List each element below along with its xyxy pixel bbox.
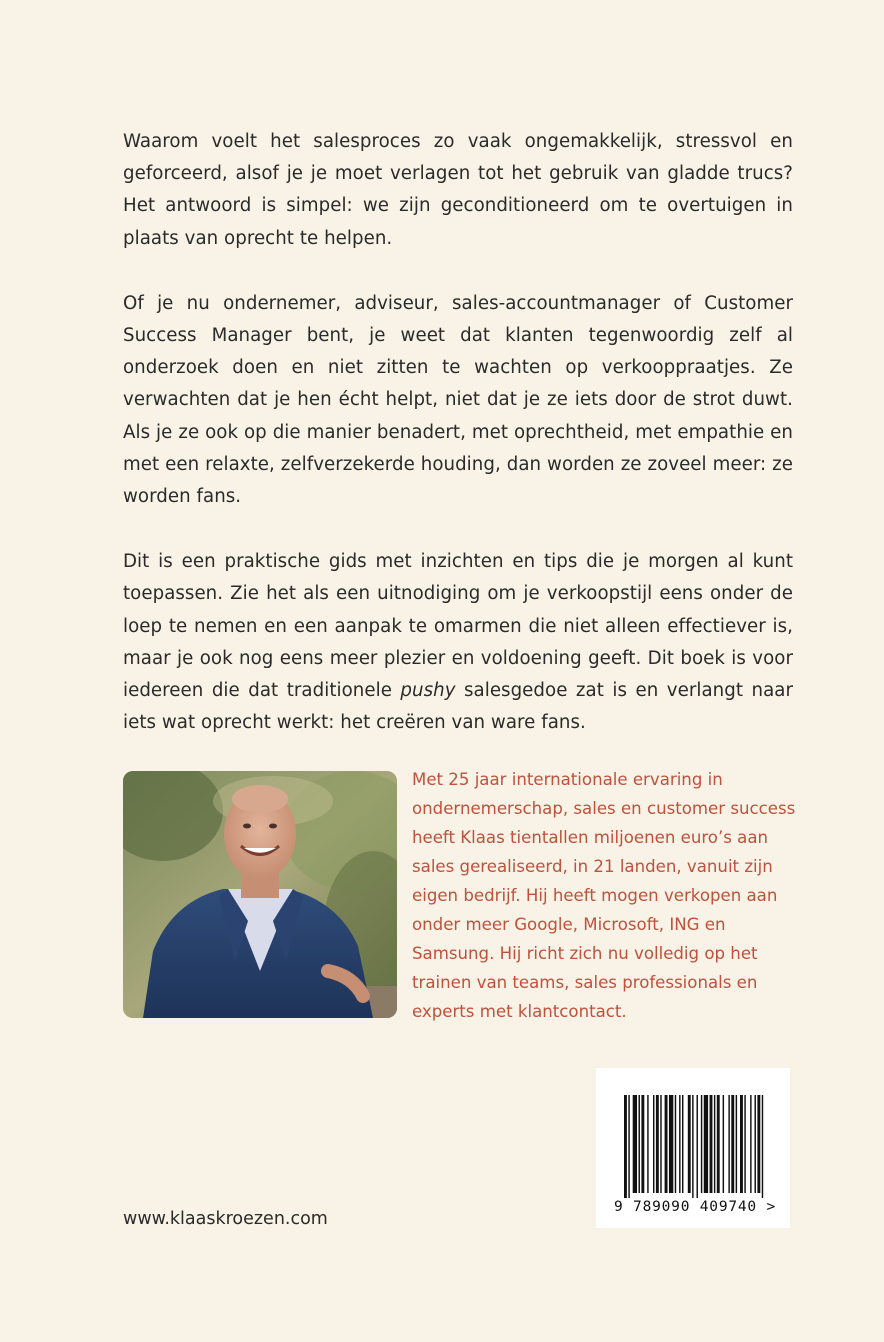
barcode-bar xyxy=(669,1095,673,1193)
barcode-bar xyxy=(736,1095,737,1193)
barcode-bar xyxy=(728,1095,729,1193)
barcode-bar xyxy=(656,1095,659,1193)
back-cover-blurb xyxy=(123,126,793,772)
barcode-bar xyxy=(750,1095,751,1193)
barcode-bar xyxy=(675,1095,676,1193)
isbn-digits: 9 789090 409740 > xyxy=(614,1199,777,1215)
barcode-bar xyxy=(723,1095,724,1193)
barcode-bar xyxy=(660,1095,661,1193)
barcode-bar xyxy=(688,1095,691,1193)
barcode-bars xyxy=(596,1068,790,1198)
barcode-bar xyxy=(624,1095,627,1198)
barcode-bar xyxy=(755,1095,756,1193)
barcode-bar xyxy=(717,1095,720,1193)
barcode-bar xyxy=(731,1095,734,1193)
barcode-bar xyxy=(740,1095,743,1193)
barcode-bar xyxy=(628,1095,629,1198)
barcode-bar xyxy=(679,1095,680,1193)
blurb-paragraph-3 xyxy=(123,546,793,739)
barcode-bar xyxy=(710,1095,713,1193)
barcode-bar xyxy=(692,1095,693,1198)
isbn-barcode xyxy=(596,1068,790,1228)
barcode-bar xyxy=(653,1095,654,1193)
barcode-bar xyxy=(704,1095,708,1193)
barcode-bar xyxy=(701,1095,702,1193)
barcode-bar xyxy=(744,1095,745,1193)
barcode-bar xyxy=(647,1095,648,1193)
author-website: www.klaaskroezen.com xyxy=(123,1209,328,1229)
barcode-bar xyxy=(762,1095,763,1198)
barcode-bar xyxy=(757,1095,760,1193)
barcode-bar xyxy=(682,1095,683,1193)
barcode-bar xyxy=(697,1095,698,1198)
blurb-paragraph-2: Of je nu ondernemer, adviseur, sales-accountmanager of Customer Success Manager bent, je weet dat klanten tegenwoordig zelf al onderzoek doen en niet zitten te wachten op verkooppraatjes. Ze verwachten dat je hen écht helpt, niet dat je ze iets door de strot duwt. Als je ze ook op die manier benadert, met oprechtheid, met empathie en met een relaxte, zelfverzekerde houding, dan worden ze zoveel meer: ze worden fans. xyxy=(123,292,793,508)
barcode-bar xyxy=(641,1095,644,1193)
blurb-paragraph-1: Waarom voelt het salesproces zo vaak ongemakkelijk, stressvol en geforceerd, alsof je je moet verlagen tot het gebruik van gladde trucs? Het antwoord is simpel: we zijn geconditioneerd om te overtuigen in plaats van oprecht te helpen. xyxy=(123,131,793,249)
barcode-bar xyxy=(639,1095,640,1193)
author-bio: Met 25 jaar internationale ervaring in ondernemerschap, sales en customer success heeft Klaas tientallen miljoenen euro’s aan sales gerealiseerd, in 21 landen, vanuit zijn eigen bedrijf. Hij heeft mogen verkopen aan onder meer Google, Microsoft, ING en Samsung. Hij richt zich nu volledig op het trainen van teams, sales professionals en experts met klantcontact. xyxy=(412,770,796,1021)
blurb-p3-start: Dit is een praktische gids met inzichten en tips die je morgen al kunt toepassen. Zie het als een uitnodiging om je verkoopstijl eens onder de loep te nemen en een aanpak te omarmen die niet alleen effectiever is, maar je ook nog eens meer plezier en voldoening geeft. Dit boek is voor iedereen die dat traditionele xyxy=(123,551,793,702)
author-photo xyxy=(123,771,397,1018)
barcode-bar xyxy=(633,1095,637,1193)
barcode-bar xyxy=(665,1095,668,1193)
barcode-bar xyxy=(714,1095,715,1193)
blurb-p3-italic-pushy: pushy xyxy=(400,680,456,702)
blurb-p3-end: salesgedoe zat is en verlangt naar iets wat oprecht werkt: het creëren van ware fans. xyxy=(123,680,793,734)
